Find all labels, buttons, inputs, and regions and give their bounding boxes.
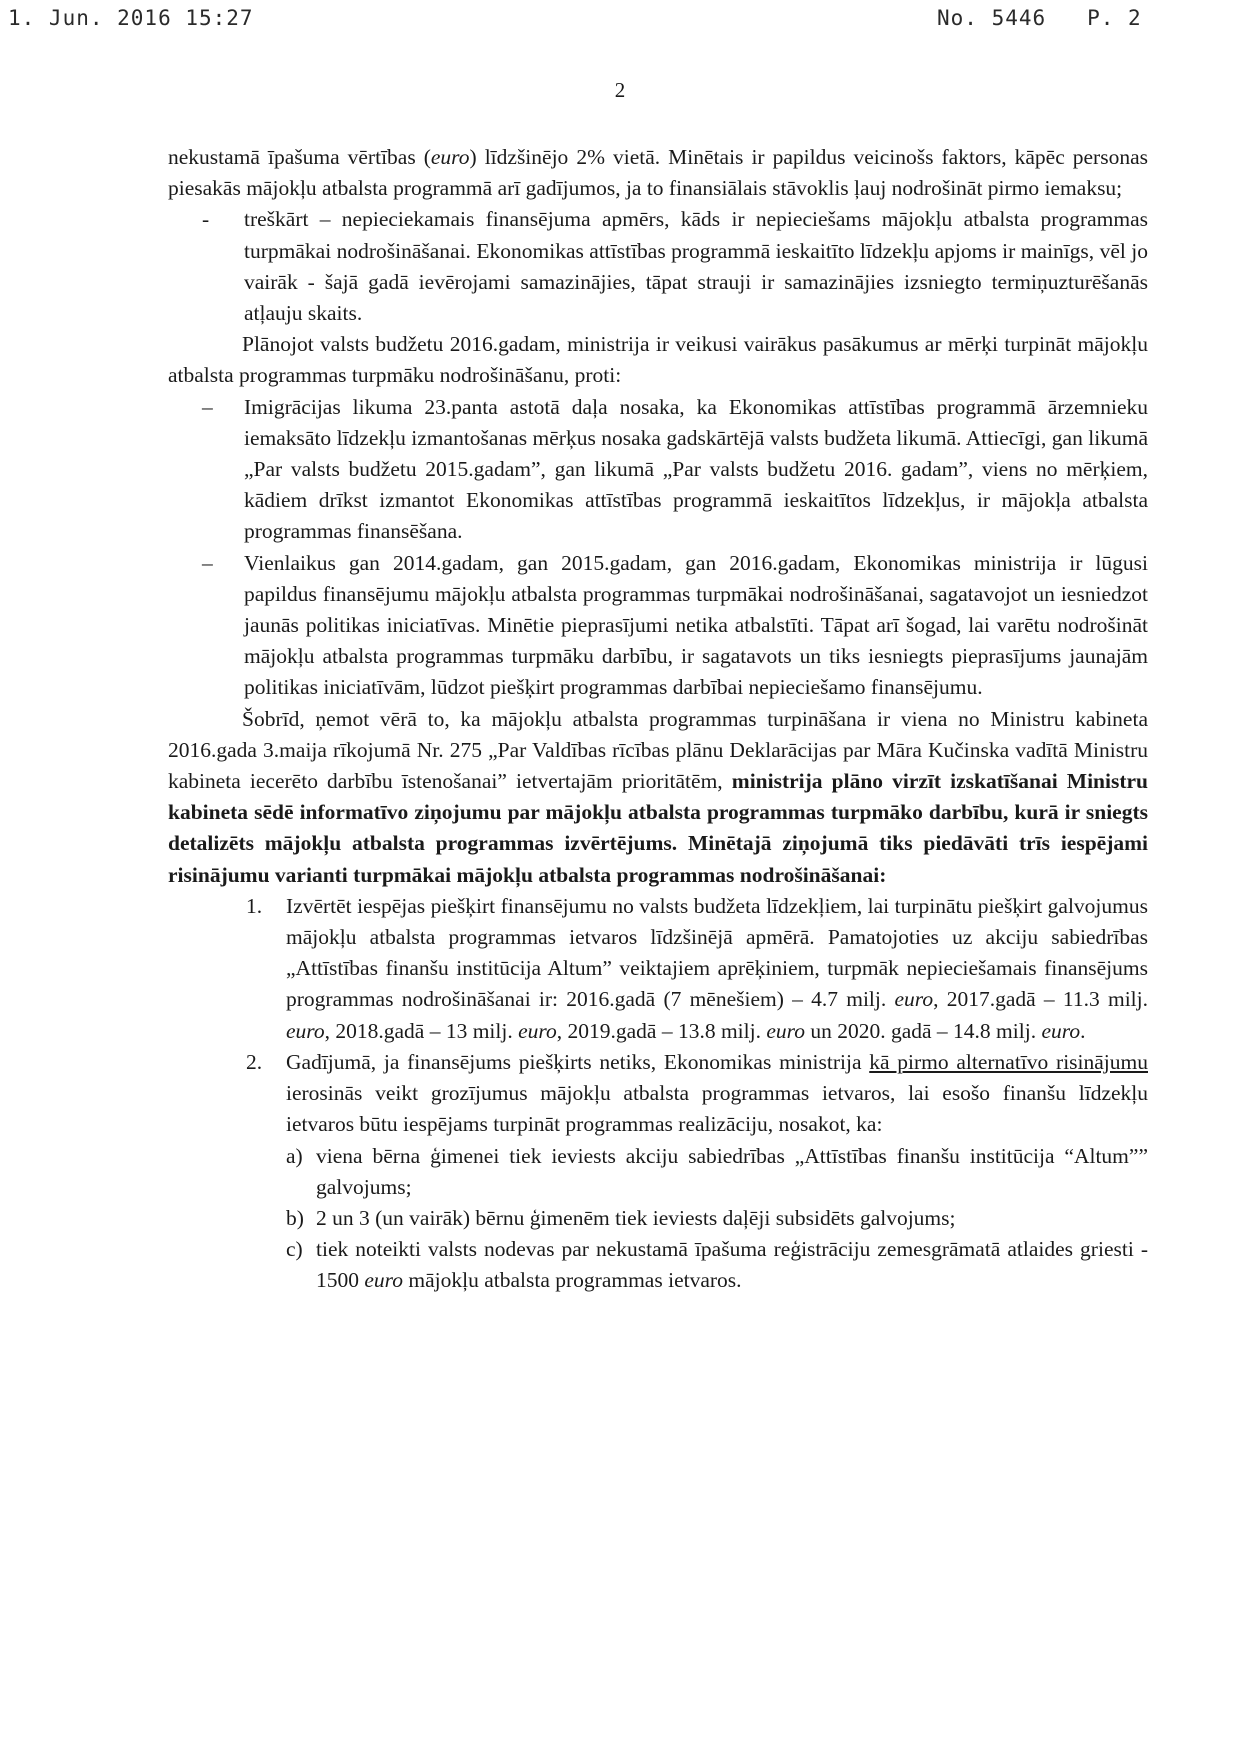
- fax-no: No. 5446: [937, 6, 1047, 30]
- page-number: 2: [614, 78, 626, 102]
- list-item-text: viena bērna ģimenei tiek ieviests akciju sabiedrības „Attīstības finanšu institūcija “Altum”” galvojums;: [316, 1143, 1148, 1199]
- paragraph: Plānojot valsts budžetu 2016.gadam, ministrija ir veikusi vairākus pasākumus ar mērķi turpināt mājokļu atbalsta programmas turpmāku nodrošināšanu, proti:: [168, 332, 1148, 388]
- list-letter: b): [286, 1205, 304, 1230]
- text-run-italic: euro: [766, 1018, 805, 1043]
- bullet-dash: –: [202, 394, 213, 419]
- text-run: un 2020. gadā – 14.8 milj.: [804, 1018, 1042, 1043]
- dash-list-item: [168, 548, 1148, 704]
- text-run-italic: euro: [1041, 1018, 1081, 1043]
- text-run: .: [1080, 1018, 1086, 1043]
- bullet-dash: -: [202, 207, 210, 232]
- text-run: ierosinās veikt grozījumus mājokļu atbalsta programmas ietvaros, lai esošo finanšu līdzekļu ietvaros būtu iespējams turpināt programmas realizāciju, nosakot, ka:: [286, 1081, 1148, 1137]
- text-run: ) līdzšinējo 2% vietā. Minētais ir papildus veicinošs faktors, kāpēc personas piesakās mājokļu atbalsta programmā arī gadījumos, ja to finansiālais stāvoklis ļauj nodrošināt pirmo iemaksu;: [168, 145, 1148, 201]
- numbered-list-item: [168, 1047, 1148, 1141]
- text-run-italic: euro: [894, 987, 934, 1012]
- list-letter: a): [286, 1143, 303, 1168]
- text-run: nekustamā īpašuma vērtības (: [168, 145, 431, 169]
- sub-list-item: [168, 1234, 1148, 1296]
- text-run-italic: euro: [286, 1018, 325, 1043]
- text-run-underlined: kā pirmo alternatīvo risinājumu: [869, 1049, 1148, 1074]
- numbered-list-item: [168, 891, 1148, 1047]
- list-item-text: Vienlaikus gan 2014.gadam, gan 2015.gadam, gan 2016.gadam, Ekonomikas ministrija ir lūgusi papildus finansējumu mājokļu atbalsta programmas turpmākai nodrošināšanai, sagatavojot un iesniedzot jaunās politikas iniciatīvas. Minētie pieprasījumi netika atbalstīti. Tāpat arī šogad, lai varētu nodrošināt mājokļu atbalsta programmas turpmāku darbību, ir sagatavots un tiks iesniegts pieprasījums jaunajām politikas iniciatīvām, lūdzot piešķirt programmas darbībai nepieciešamo finansējumu.: [244, 550, 1148, 700]
- list-item-text: Imigrācijas likuma 23.panta astotā daļa nosaka, ka Ekonomikas attīstības programmā ārzemnieku iemaksāto līdzekļu izmantošanas mērķus nosaka gadskārtējā valsts budžeta likumā. Attiecīgi, gan likumā „Par valsts budžetu 2015.gadam”, gan likumā „Par valsts budžetu 2016. gadam”, viens no mērķiem, kādiem drīkst izmantot Ekonomikas attīstības programmā ieskaitītos līdzekļus, ir mājokļa atbalsta programmas finansēšana.: [244, 394, 1148, 544]
- list-item-text: treškārt – nepieciekamais finansējuma apmērs, kāds ir nepieciešams mājokļu atbalsta programmas turpmākai nodrošināšanai. Ekonomikas attīstības programmā ieskaitīto līdzekļu apjoms ir mainīgs, vēl jo vairāk - šajā gadā ievērojami samazinājies, tāpat strauji ir samazinājies izsniegto termiņuzturēšanās atļauju skaits.: [244, 207, 1148, 326]
- text-run: Šobrīd, ņemot vērā to, ka mājokļu atbalsta programmas turpināšana ir viena no Ministru kabineta 2016.gada 3.maija rīkojumā Nr. 275 „Par Valdības rīcības plānu Deklarācijas par Māra Kučinska vadītā Ministru kabineta iecerēto darbību īstenošanai” ietvertajām prioritātēm,: [168, 706, 1148, 794]
- text-run: , 2017.gadā – 11.3 milj.: [933, 987, 1148, 1012]
- text-run-bold: ministrija plāno virzīt izskatīšanai Ministru kabineta sēdē informatīvo ziņojumu par mājokļu atbalsta programmas turpmāko darbību, kurā ir sniegts detalizēts mājokļu atbalsta programmas izvērtējums. Minētajā ziņojumā tiks piedāvāti trīs iespējami risinājumu varianti turpmākai mājokļu atbalsta programmas nodrošināšanai:: [168, 769, 1149, 887]
- list-item-text: 2 un 3 (un vairāk) bērnu ģimenēm tiek ieviests daļēji subsidēts galvojums;: [316, 1205, 956, 1230]
- text-run: Gadījumā, ja finansējums piešķirts netiks, Ekonomikas ministrija: [286, 1049, 870, 1074]
- sub-list-item: [168, 1203, 1148, 1234]
- sub-list-item: [168, 1141, 1148, 1203]
- text-run: Izvērtēt iespējas piešķirt finansējumu no valsts budžeta līdzekļiem, lai turpinātu piešķirt galvojumus mājokļu atbalsta programmas ietvaros līdzšinējā apmērā. Pamatojoties uz akciju sabiedrības „Attīstības finanšu institūcija Altum” veiktajiem aprēķiniem, turpmāk nepieciešamais finansējums programmas nodrošināšanai ir: 2016.gadā (7 mēnešiem) – 4.7 milj.: [286, 893, 1148, 1012]
- list-number: 2.: [246, 1049, 263, 1074]
- bullet-dash: –: [202, 550, 213, 575]
- text-run-italic: euro: [364, 1268, 403, 1293]
- list-letter: c): [286, 1237, 303, 1262]
- document-body: [168, 142, 1148, 1297]
- fax-header: [0, 6, 1240, 36]
- paragraph: [168, 704, 1148, 891]
- text-run: , 2019.gadā – 13.8 milj.: [556, 1018, 767, 1043]
- fax-number: [937, 6, 1142, 30]
- paragraph-continuation: [168, 142, 1148, 204]
- list-number: 1.: [246, 893, 263, 918]
- text-run: mājokļu atbalsta programmas ietvaros.: [403, 1268, 742, 1293]
- text-run: tiek noteikti valsts nodevas par nekustamā īpašuma reģistrāciju zemesgrāmatā atlaides griesti - 1500: [316, 1237, 1148, 1293]
- dash-list-item: [168, 204, 1148, 329]
- fax-page: P. 2: [1087, 6, 1142, 30]
- text-run: , 2018.gadā – 13 milj.: [324, 1018, 519, 1043]
- text-run-italic: euro: [430, 145, 470, 169]
- text-run-italic: euro: [518, 1018, 557, 1043]
- dash-list-item: [168, 392, 1148, 548]
- fax-datetime: 1. Jun. 2016 15:27: [8, 6, 254, 30]
